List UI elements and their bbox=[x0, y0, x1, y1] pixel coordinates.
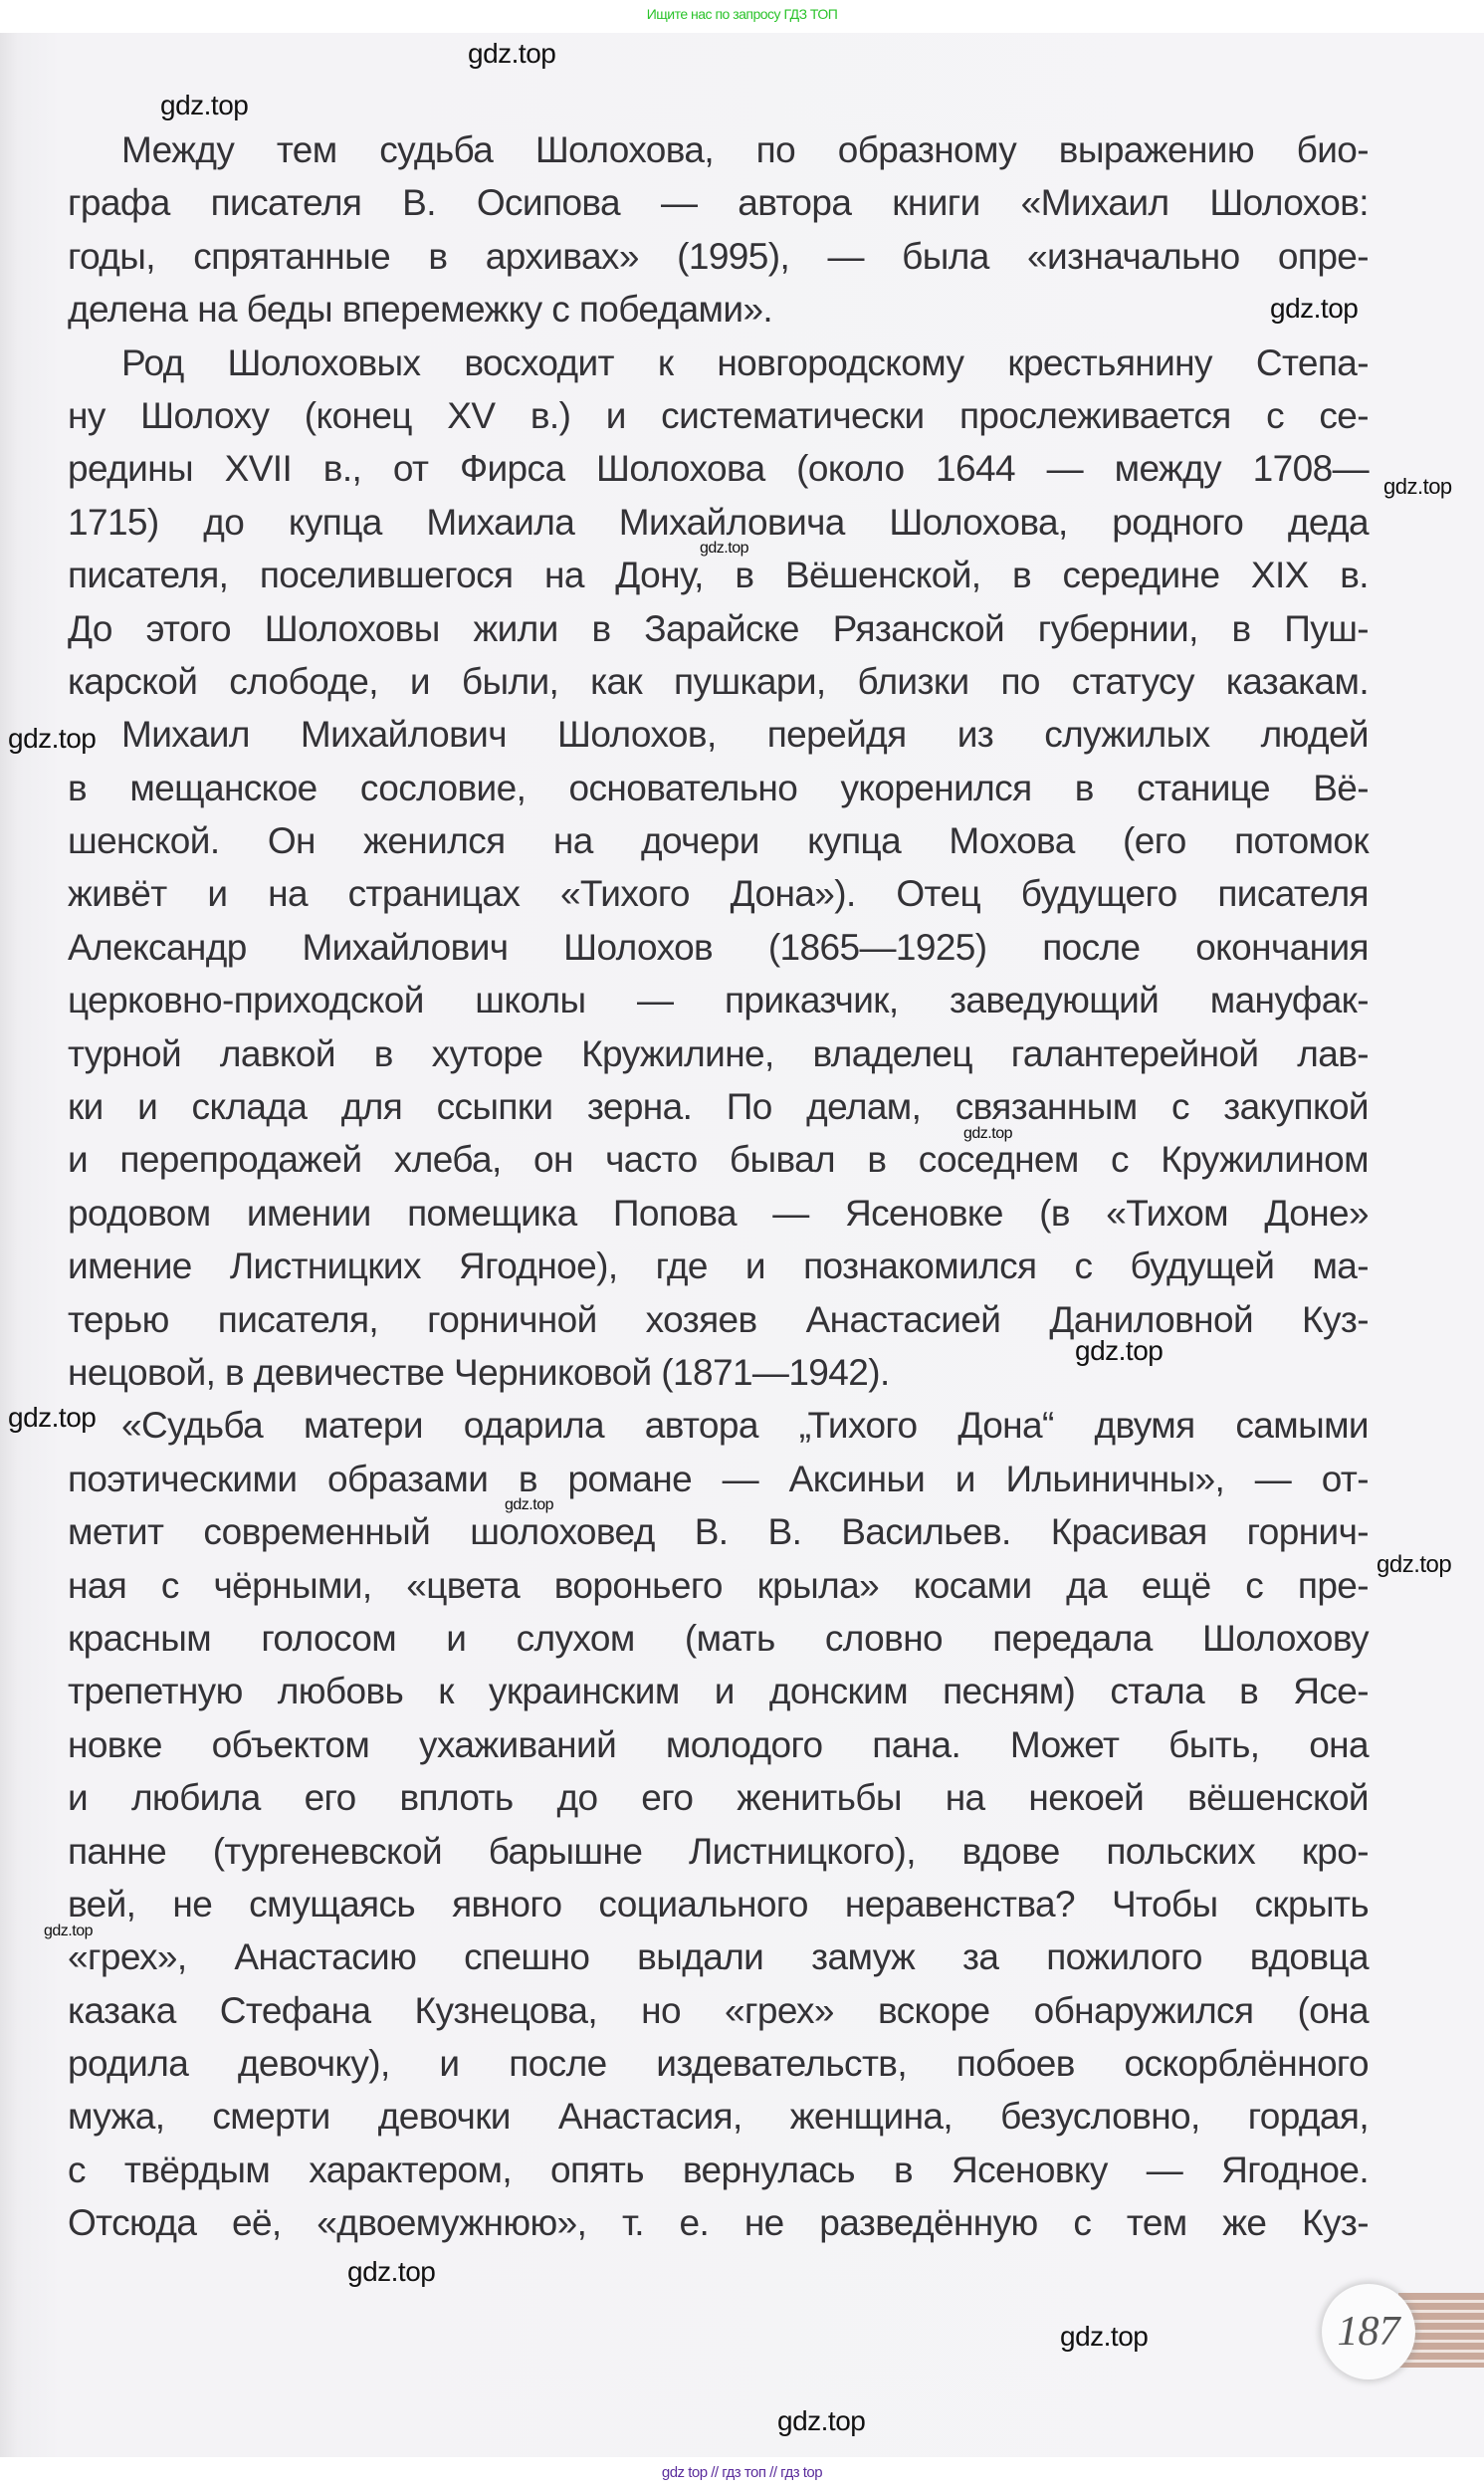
text-line: графа писателя В. Осипова — автора книги «Михаил Шолохов: bbox=[68, 182, 1369, 224]
text-line: ну Шолоху (конец XV в.) и систематически прослеживается с се- bbox=[68, 394, 1369, 436]
text-line: красным голосом и слухом (мать словно передала Шолохову bbox=[68, 1617, 1369, 1659]
bottom-banner bbox=[0, 2457, 1484, 2491]
text-line: новке объектом ухаживаний молодого пана. Может быть, она bbox=[68, 1723, 1369, 1765]
text-line: До этого Шолоховы жили в Зарайске Рязанской губернии, в Пуш- bbox=[68, 607, 1369, 649]
watermark: gdz.top bbox=[44, 1923, 93, 1939]
text-line: 1715) до купца Михаила Михайловича Шолохова, родного деда bbox=[68, 501, 1369, 543]
text-line: Род Шолоховых восходит к новгородскому крестьянину Степа- bbox=[121, 341, 1369, 383]
text-line: Отсюда её, «двоемужнюю», т. е. не разведённую с тем же Куз- bbox=[68, 2202, 1369, 2244]
watermark: gdz.top bbox=[700, 540, 748, 557]
text-line: живёт и на страницах «Тихого Дона»). Отец будущего писателя bbox=[68, 873, 1369, 915]
text-line: Александр Михайлович Шолохов (1865—1925) после окончания bbox=[68, 926, 1369, 968]
watermark: gdz.top bbox=[1383, 474, 1452, 499]
text-line: трепетную любовь к украинским и донским песням) стала в Ясе- bbox=[68, 1671, 1369, 1712]
text-line: Михаил Михайлович Шолохов, перейдя из служилых людей bbox=[121, 714, 1369, 756]
page-number: 187 bbox=[1322, 2284, 1415, 2379]
text-line: в мещанское сословие, основательно укоренился в станице Вё- bbox=[68, 767, 1369, 808]
watermark: gdz.top bbox=[1270, 293, 1359, 324]
text-line: нецовой, в девичестве Черниковой (1871—1942). bbox=[68, 1351, 890, 1393]
text-line: родовом имении помещика Попова — Ясеновке (в «Тихом Доне» bbox=[68, 1192, 1369, 1234]
text-line: терью писателя, горничной хозяев Анастасией Даниловной Куз- bbox=[68, 1298, 1369, 1340]
watermark: gdz.top bbox=[963, 1125, 1012, 1142]
text-line: «грех», Анастасию спешно выдали замуж за пожилого вдовца bbox=[68, 1936, 1369, 1978]
text-line: вей, не смущаясь явного социального неравенства? Чтобы скрыть bbox=[68, 1883, 1369, 1925]
watermark: gdz.top bbox=[777, 2405, 866, 2436]
bottom-banner-text[interactable]: gdz top // гдз топ // гдз top bbox=[661, 2464, 823, 2481]
text-line: панне (тургеневской барышне Листницкого), вдове польских кро- bbox=[68, 1830, 1369, 1872]
text-line: делена на беды вперемежку с победами». bbox=[68, 289, 773, 331]
watermark: gdz.top bbox=[8, 723, 97, 754]
watermark: gdz.top bbox=[505, 1496, 553, 1513]
watermark: gdz.top bbox=[1060, 2321, 1149, 2352]
text-line: и перепродажей хлеба, он часто бывал в соседнем с Кружилином bbox=[68, 1139, 1369, 1181]
text-line: карской слободе, и были, как пушкари, близки по статусу казакам. bbox=[68, 660, 1369, 702]
text-line: поэтическими образами в романе — Аксиньи и Ильиничны», — от- bbox=[68, 1458, 1369, 1499]
text-line: с твёрдым характером, опять вернулась в Ясеновку — Ягодное. bbox=[68, 2149, 1369, 2190]
top-banner bbox=[0, 0, 1484, 33]
text-line: писателя, поселившегося на Дону, в Вёшенской, в середине XIX в. bbox=[68, 555, 1369, 596]
text-line: редины XVII в., от Фирса Шолохова (около 1644 — между 1708— bbox=[68, 448, 1369, 490]
top-banner-text[interactable]: Ищите нас по запросу ГДЗ ТОП bbox=[646, 6, 838, 22]
text-line: родила девочку), и после издевательств, побоев оскорблённого bbox=[68, 2043, 1369, 2085]
paragraph bbox=[68, 1399, 1369, 2249]
body-text bbox=[68, 123, 1369, 2250]
watermark: gdz.top bbox=[1075, 1335, 1164, 1366]
text-line: ная с чёрными, «цвета вороньего крыла» косами да ещё с пре- bbox=[68, 1564, 1369, 1606]
watermark: gdz.top bbox=[1377, 1551, 1452, 1578]
text-line: и любила его вплоть до его женитьбы на некоей вёшенской bbox=[68, 1777, 1369, 1819]
watermark: gdz.top bbox=[160, 90, 249, 120]
watermark: gdz.top bbox=[468, 38, 556, 69]
text-line: «Судьба матери одарила автора „Тихого Дона“ двумя самыми bbox=[121, 1405, 1369, 1447]
paragraph bbox=[68, 337, 1369, 1400]
text-line: церковно-приходской школы — приказчик, заведующий мануфак- bbox=[68, 980, 1369, 1021]
text-line: Между тем судьба Шолохова, по образному выражению био- bbox=[121, 129, 1369, 170]
text-line: годы, спрятанные в архивах» (1995), — была «изначально опре- bbox=[68, 235, 1369, 277]
text-line: турной лавкой в хуторе Кружилине, владелец галантерейной лав- bbox=[68, 1032, 1369, 1074]
text-line: имение Листницких Ягодное), где и познакомился с будущей ма- bbox=[68, 1246, 1369, 1287]
watermark: gdz.top bbox=[347, 2256, 436, 2287]
text-line: метит современный шолоховед В. В. Васильев. Красивая горнич- bbox=[68, 1511, 1369, 1553]
text-line: шенской. Он женился на дочери купца Мохова (его потомок bbox=[68, 820, 1369, 862]
watermark: gdz.top bbox=[8, 1402, 97, 1433]
text-line: мужа, смерти девочки Анастасия, женщина, безусловно, гордая, bbox=[68, 2096, 1369, 2138]
paragraph bbox=[68, 123, 1369, 337]
text-line: ки и склада для ссыпки зерна. По делам, связанным с закупкой bbox=[68, 1086, 1369, 1128]
text-line: казака Стефана Кузнецова, но «грех» вскоре обнаружился (она bbox=[68, 1989, 1369, 2031]
